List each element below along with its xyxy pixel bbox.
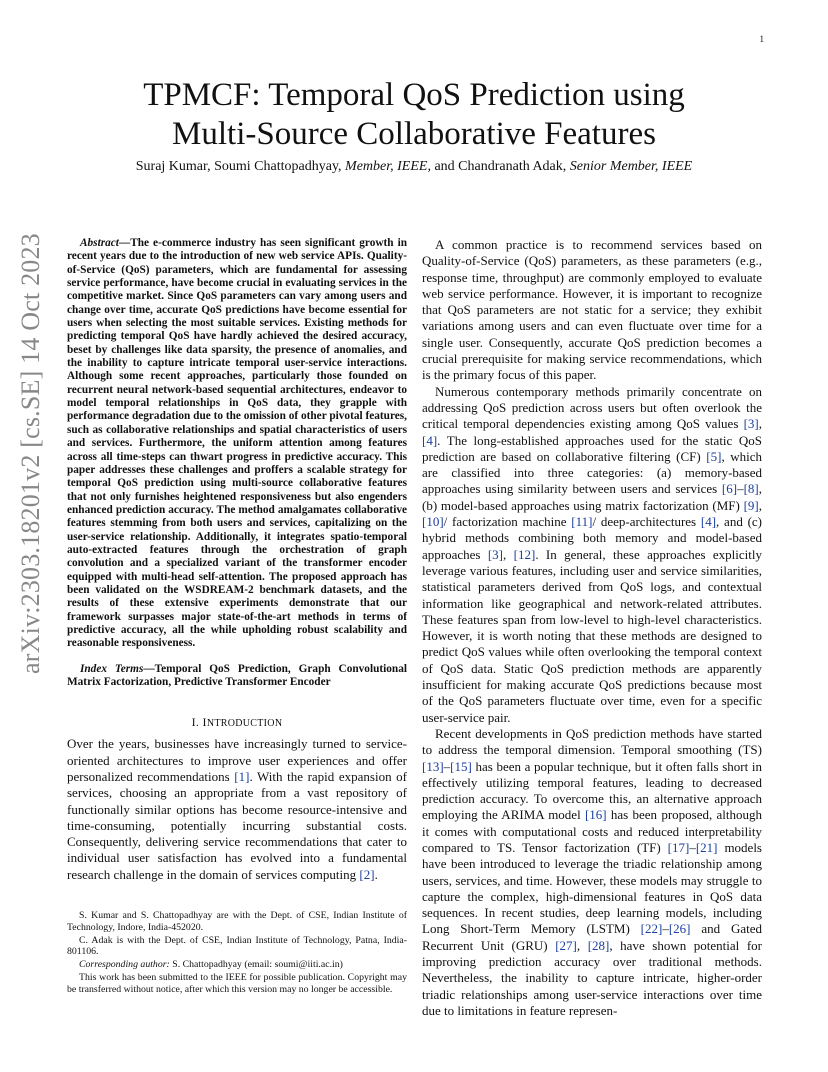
intro-paragraph-2: A common practice is to recommend services based on Quality-of-Service (QoS) parameters, as these parameters (e.g., response time, throughput) are commonly employed to evaluate web service performance. However, it is important to recognize that QoS parameters are not static for a service; they exhibit variations among users and can even fluctuate over time for a single user. Consequently, accurate QoS prediction becomes a crucial prerequisite for making service recommendations, which is the primary focus of this paper. xyxy=(422,237,762,383)
citation-link[interactable]: [3] xyxy=(487,546,504,562)
citation-link[interactable]: [1] xyxy=(234,768,250,784)
citation-link[interactable]: [6] xyxy=(721,481,738,497)
text-run: , which are classified into three categories: (a) memory-based approaches using similarity between users and services xyxy=(422,448,762,497)
citation-link[interactable]: [13] xyxy=(422,758,444,774)
footnotes xyxy=(67,910,407,997)
author-names-1: Suraj Kumar, Soumi Chattopadhyay, xyxy=(135,159,346,174)
text-run: . The long-established approaches used for the static QoS prediction are based on collaborative filtering (CF) xyxy=(422,432,762,464)
author-names-2: and Chandranath Adak, xyxy=(430,159,570,174)
text-run: . With the rapid expansion of services, choosing an appropriate from a vast repository of functionally similar options has become resource-intensive and time-consuming, potentially incurring substantial costs. Consequently, delivering service recommendations that cater to individual user satisfaction has evolved into a fundamental research challenge in the domain of services computing xyxy=(67,768,407,882)
text-run: , xyxy=(576,937,588,953)
text-run: , (b) model-based approaches using matrix factorization (MF) xyxy=(422,481,762,513)
page-number: 1 xyxy=(759,34,764,44)
section-number: I. xyxy=(191,715,203,730)
section-heading-introduction xyxy=(67,715,407,730)
citation-link[interactable]: [28] xyxy=(587,937,610,953)
index-terms-text: —Temporal QoS Prediction, Graph Convolutional Matrix Factorization, Predictive Transformer Encoder xyxy=(67,662,407,688)
citation-link[interactable]: [8] xyxy=(743,481,759,497)
text-run: , have shown potential for improving prediction accuracy over traditional methods. Nevertheless, the inability to capture intricate, higher-order triadic relationships among user-service interactions over time due to limitations in feature represen- xyxy=(422,937,763,1018)
citation-link[interactable]: [3] xyxy=(743,416,759,432)
citation-link[interactable]: [2] xyxy=(359,866,375,882)
text-run: , xyxy=(503,546,514,562)
citation-link[interactable]: [11] xyxy=(571,514,593,530)
section-title-rest: NTRODUCTION xyxy=(206,718,283,730)
text-run: / factorization machine xyxy=(443,514,572,530)
section-title-initial: I xyxy=(202,715,207,730)
title-line-2: Multi-Source Collaborative Features xyxy=(172,116,656,152)
corresponding-author-label: Corresponding author: xyxy=(79,959,170,971)
index-terms xyxy=(67,663,407,690)
footnote-authors-iit-indore: S. Kumar and S. Chattopadhyay are with the Dept. of CSE, Indian Institute of Technology, Indore, India-452020. xyxy=(67,910,407,933)
citation-link[interactable]: [4] xyxy=(422,432,438,448)
author-affiliation-2: Senior Member, IEEE xyxy=(569,159,693,174)
footnote-author-iit-patna: C. Adak is with the Dept. of CSE, Indian Institute of Technology, Patna, India-801106. xyxy=(67,934,407,958)
text-run: Over the years, businesses have increasingly turned to service-oriented architectures to improve user experiences and offer personalized recommendations xyxy=(67,736,407,784)
right-column xyxy=(422,237,762,1019)
citation-link[interactable]: [5] xyxy=(706,448,722,464)
text-run: – xyxy=(443,758,451,774)
title-line-1: TPMCF: Temporal QoS Prediction using xyxy=(143,77,685,113)
intro-paragraph-4 xyxy=(422,726,762,1019)
author-list xyxy=(60,159,768,175)
text-run: has been proposed, although it comes with computational costs and reduced interpretability compared to TS. Tensor factorization (TF) xyxy=(422,807,762,855)
citation-link[interactable]: [15] xyxy=(450,758,472,774)
abstract-text: —The e-commerce industry has seen significant growth in recent years due to the introduction of new web service APIs. Quality-of-Service (QoS) parameters, which are fundamental for assessing service performance, have become crucial in evaluating services in the competitive market. Since QoS parameters can vary among users and change over time, accurate QoS predictions have become essential for users when selecting the most suitable services. Existing methods for predicting temporal QoS have hardly achieved the desired accuracy, beset by challenges like data sparsity, the presence of anomalies, and the inability to capture intricate temporal user-service interactions. Although some recent approaches, particularly those founded on recurrent neural network-based sequential architectures, endeavor to model temporal relationships in QoS data, they grapple with performance degradation due to the omission of other pivotal features, such as collaborative relationships and spatial characteristics of users and services. Furthermore, the uniform attention among features across all time-steps can thwart progress in predictive accuracy. This paper addresses these challenges and proffers a scalable strategy for temporal QoS prediction using multi-source collaborative features that not only furnishes heightened responsiveness but also engenders enhanced prediction accuracy. The method amalgamates collaborative features stemming from both users and services, capitalizing on the user-service relationship. Additionally, it integrates spatio-temporal auto-extracted features through the orchestration of graph convolution and a specialized variant of the transformer encoder equipped with multi-head self-attention. The proposed approach has been validated on the WSDREAM-2 benchmark datasets, and the results of these extensive experiments demonstrate that our framework surpasses major state-of-the-art methods in terms of predictive accuracy, all the while upholding robust scalability and reasonable responsiveness. xyxy=(67,237,407,650)
author-affiliation-1: Member, IEEE, xyxy=(345,159,431,174)
text-run: models have been introduced to leverage the triadic relationship among users, services, and time. However, these models may struggle to capture the complex, high-dimensional features in QoS data sequences. In recent studies, deep learning models, including Long Short-Term Memory (LSTM) xyxy=(422,839,762,937)
citation-link[interactable]: [9] xyxy=(743,497,759,513)
text-run: . xyxy=(374,866,378,882)
citation-link[interactable]: [22] xyxy=(640,921,663,937)
abstract xyxy=(67,237,407,651)
footnote-corresponding-author xyxy=(67,959,407,971)
text-run: has been a popular technique, but it often falls short in effectively utilizing temporal features, leading to decreased prediction accuracy. To overcome this, an alternative approach employing the ARIMA model xyxy=(422,758,762,823)
left-column xyxy=(67,237,407,883)
text-run: , xyxy=(758,416,762,432)
index-terms-label: Index Terms xyxy=(80,662,144,675)
citation-link[interactable]: [4] xyxy=(700,514,717,530)
citation-link[interactable]: [26] xyxy=(668,921,691,937)
paper-title xyxy=(90,76,738,154)
citation-link[interactable]: [17] xyxy=(667,839,690,855)
text-run: , xyxy=(758,497,762,513)
citation-link[interactable]: [12] xyxy=(513,546,536,562)
citation-link[interactable]: [27] xyxy=(555,937,577,953)
text-run: . In general, these approaches explicitly leverage various features, including user and service similarities, statistical parameters derived from QoS logs, and contextual information like geographical and network-related attributes. These features span from low-level to high-level characteristics. However, it is worth noting that these methods are designed to predict QoS values while often overlooking the temporal context of QoS data. Static QoS prediction methods are apparently insufficient for making accurate QoS predictions because most of the QoS parameters fluctuate over time, even for a specific user-service pair. xyxy=(422,546,763,725)
footnote-copyright-notice: This work has been submitted to the IEEE for possible publication. Copyright may be transferred without notice, after which this version may no longer be accessible. xyxy=(67,971,407,995)
abstract-label: Abstract xyxy=(80,237,119,249)
text-run: and Gated Recurrent Unit (GRU) xyxy=(422,921,762,953)
citation-link[interactable]: [10] xyxy=(422,514,444,530)
text-run: – xyxy=(737,481,744,497)
corresponding-author-text: S. Chattopadhyay (email: soumi@iiti.ac.in) xyxy=(169,959,343,971)
arxiv-side-label: arXiv:2303.18201v2 [cs.SE] 14 Oct 2023 xyxy=(16,233,45,674)
text-run: Recent developments in QoS prediction methods have started to address the temporal dimension. Temporal smoothing (TS) xyxy=(422,725,762,758)
intro-paragraph-3 xyxy=(422,384,762,726)
intro-paragraph-1 xyxy=(67,736,407,883)
text-run: – xyxy=(662,921,669,937)
text-run: – xyxy=(689,839,696,855)
text-run: , and (c) hybrid methods combining both memory and model-based approaches xyxy=(422,514,763,562)
citation-link[interactable]: [21] xyxy=(695,839,718,855)
text-run: / deep-architectures xyxy=(592,514,701,530)
text-run: Numerous contemporary methods primarily concentrate on addressing QoS prediction across users but often overlook the critical temporal dependencies existing among QoS values xyxy=(422,383,762,432)
citation-link[interactable]: [16] xyxy=(584,807,607,823)
